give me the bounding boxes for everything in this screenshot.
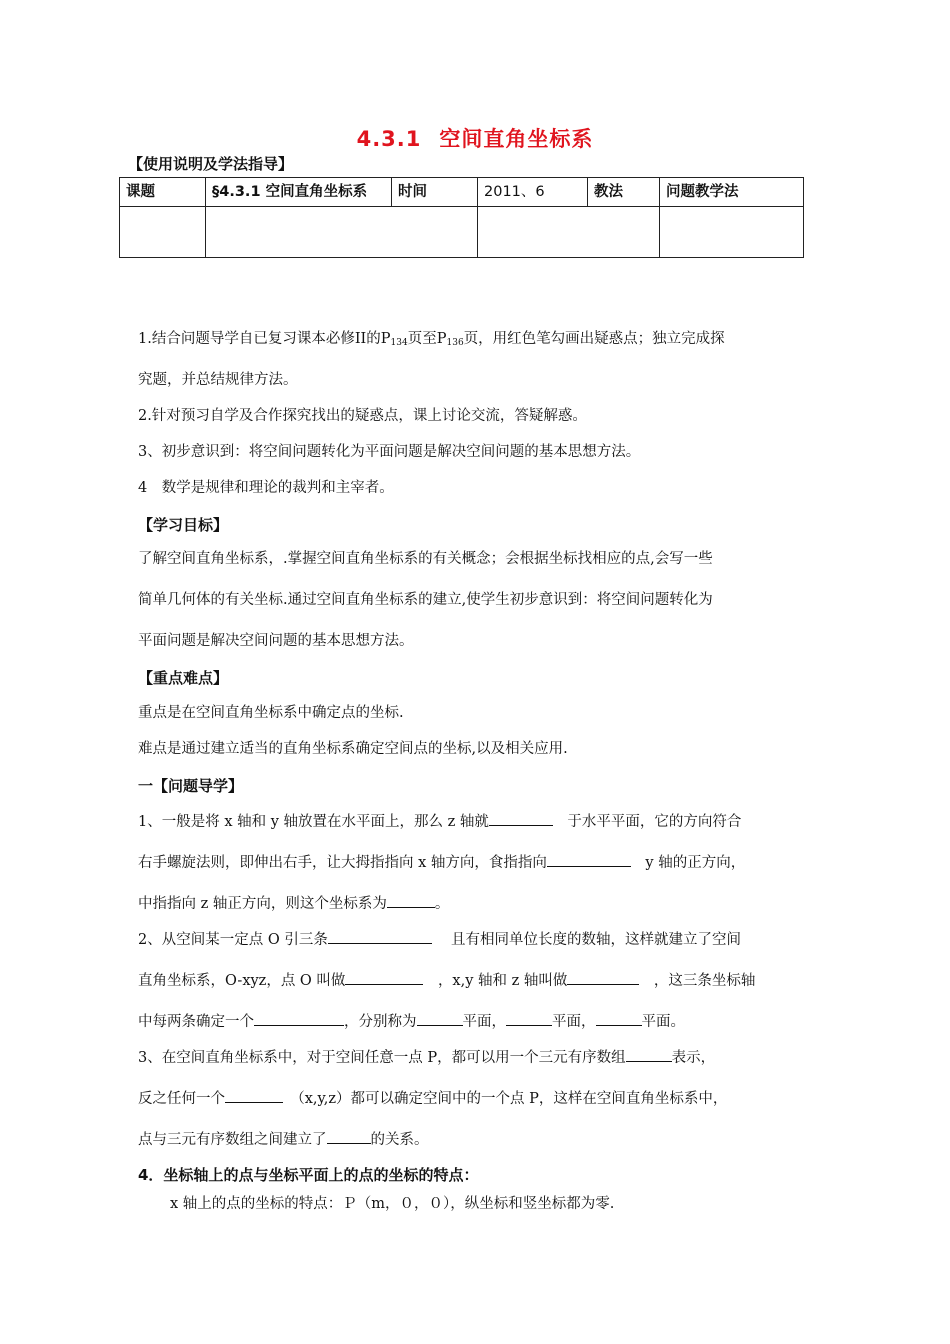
question-2-line [138,970,814,991]
text: ，x,y 轴和 z 轴叫做 [437,973,568,989]
table-cell: 2011、6 [478,178,588,207]
key-points-heading: 【重点难点】 [138,669,229,687]
question-1-line [138,893,814,914]
goals-line: 了解空间直角坐标系，.掌握空间直角坐标系的有关概念；会根据坐标找相应的点,会写一些 [138,551,713,567]
text: 点与三元有序数组之间建立了 [138,1132,327,1148]
instruction-1-cont: 究题，并总结规律方法。 [138,372,298,388]
text: （x,y,z）都可以确定空间中的一个点 P，这样在空间直角坐标系中， [297,1091,728,1107]
text: 且有相同单位长度的数轴，这样就建立了空间 [450,932,741,948]
question-1-line [138,811,814,832]
text: 页至P [407,331,447,347]
text: 的关系。 [370,1132,429,1148]
instruction-4: 4 数学是规律和理论的裁判和主宰者。 [138,480,394,496]
instruction-1 [138,329,814,353]
question-2-line [138,929,814,950]
answer-blank[interactable] [345,970,423,985]
text: 平面。 [641,1014,685,1030]
text: 2、从空间某一定点 O 引三条 [138,932,328,948]
text: 中每两条确定一个 [138,1014,254,1030]
key-point: 重点是在空间直角坐标系中确定点的坐标. [138,705,404,721]
answer-blank[interactable] [596,1011,642,1026]
subscript: 134 [390,338,408,348]
text: ，这三条坐标轴 [653,973,756,989]
text: 页，用红色笔勾画出疑惑点；独立完成探 [463,331,725,347]
text: 右手螺旋法则，即伸出右手，让大拇指指向 x 轴方向，食指指向 [138,855,547,871]
answer-blank[interactable] [254,1011,344,1026]
question-4-line: x 轴上的点的坐标的特点：Ｐ（m，０，０），纵坐标和竖坐标都为零. [170,1196,615,1212]
goals-line: 简单几何体的有关坐标.通过空间直角坐标系的建立,使学生初步意识到：将空间问题转化为 [138,592,713,608]
text: 反之任何一个 [138,1091,225,1107]
title-number: 4.3.1 [356,127,422,151]
text: 1.结合问题导学自已复习课本必修II的P [138,331,391,347]
answer-blank[interactable] [506,1011,552,1026]
text: 中指指向 z 轴正方向，则这个坐标系为 [138,896,387,912]
info-table [119,177,804,258]
answer-blank[interactable] [327,1129,371,1144]
answer-blank[interactable] [489,811,553,826]
question-3-line [138,1047,814,1068]
text: 平面， [462,1014,506,1030]
text: 3、在空间直角坐标系中，对于空间任意一点 P，都可以用一个三元有序数组 [138,1050,626,1066]
guide-heading: 一【问题导学】 [138,777,244,795]
table-cell [660,207,804,258]
text: 表示， [671,1050,716,1066]
table-row [120,178,804,207]
page-title [0,123,950,153]
text: ，分别称为 [344,1014,417,1030]
text: 于水平平面，它的方向符合 [567,814,742,830]
table-cell: 教法 [588,178,660,207]
answer-blank[interactable] [225,1088,283,1103]
table-cell [478,207,660,258]
answer-blank[interactable] [328,929,432,944]
table-cell [206,207,478,258]
text: 平面， [552,1014,596,1030]
table-cell [120,207,206,258]
table-cell: §4.3.1 空间直角坐标系 [206,178,392,207]
question-2-line [138,1011,814,1032]
instruction-3: 3、初步意识到：将空间问题转化为平面问题是解决空间问题的基本思想方法。 [138,444,641,460]
table-cell: 时间 [392,178,478,207]
text: 1、一般是将 x 轴和 y 轴放置在水平面上，那么 z 轴就 [138,814,489,830]
goals-heading: 【学习目标】 [138,516,229,534]
difficult-point: 难点是通过建立适当的直角坐标系确定空间点的坐标,以及相关应用. [138,741,568,757]
goals-line: 平面问题是解决空间问题的基本思想方法。 [138,633,414,649]
title-text: 空间直角坐标系 [439,127,594,151]
subscript: 136 [446,338,464,348]
question-1-line [138,852,814,873]
answer-blank[interactable] [387,893,435,908]
table-cell: 问题教学法 [660,178,804,207]
text: 。 [434,896,450,912]
answer-blank[interactable] [626,1047,672,1062]
answer-blank[interactable] [547,852,631,867]
text: 直角坐标系，O-xyz，点 O 叫做 [138,973,346,989]
answer-blank[interactable] [567,970,639,985]
usage-heading: 【使用说明及学法指导】 [128,155,294,173]
question-4-heading: 4．坐标轴上的点与坐标平面上的点的坐标的特点： [138,1166,479,1184]
question-3-line [138,1088,814,1109]
text: y 轴的正方向， [645,855,746,871]
question-3-line [138,1129,814,1150]
table-cell: 课题 [120,178,206,207]
instruction-2: 2.针对预习自学及合作探究找出的疑惑点，课上讨论交流，答疑解惑。 [138,408,587,424]
table-row [120,207,804,258]
answer-blank[interactable] [417,1011,463,1026]
